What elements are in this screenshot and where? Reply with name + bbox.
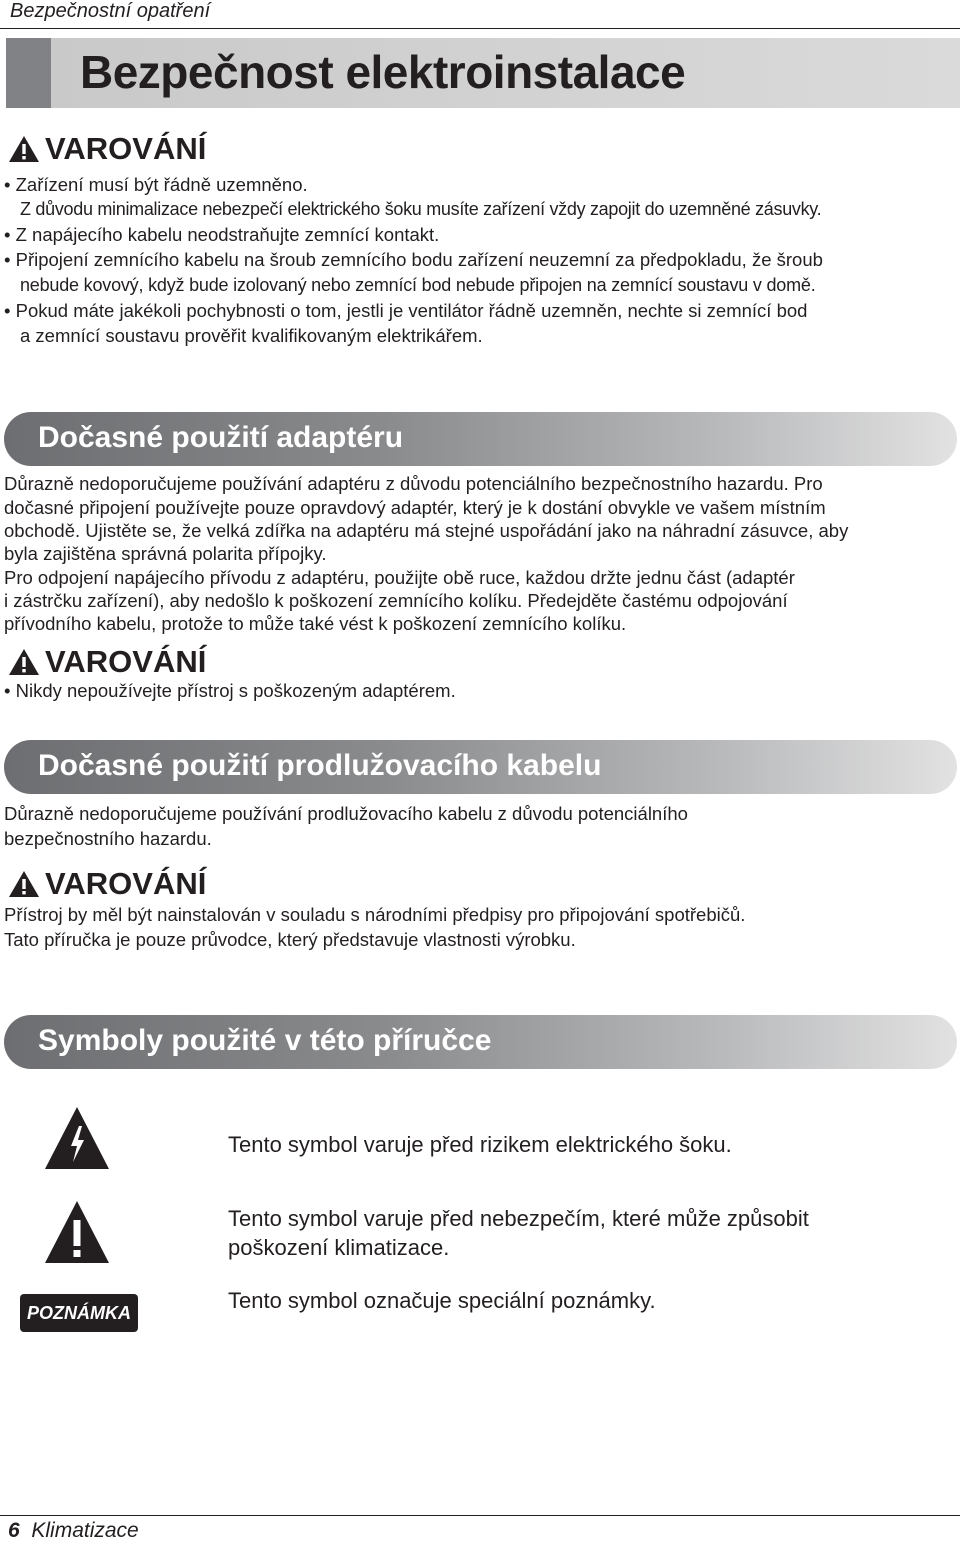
body-line: obchodě. Ujistěte se, že velká zdířka na adaptéru má stejné uspořádání jako na náhradní zásuvce, aby bbox=[4, 520, 849, 541]
symbol-description: Tento symbol varuje před nebezpečím, které může způsobit bbox=[228, 1206, 809, 1231]
electric-shock-warning-icon bbox=[44, 1106, 110, 1170]
body-line: přívodního kabelu, protože to může také vést k poškození zemnícího kolíku. bbox=[4, 613, 627, 634]
warning-heading bbox=[8, 644, 206, 680]
warning-label: VAROVÁNÍ bbox=[45, 866, 207, 901]
warning-line: • Zařízení musí být řádně uzemněno. bbox=[4, 174, 308, 195]
warning-triangle-icon bbox=[8, 648, 40, 676]
body-line: Důrazně nedoporučujeme používání prodlužovacího kabelu z důvodu potenciálního bbox=[4, 803, 688, 824]
section-heading-bar bbox=[4, 1015, 957, 1069]
body-line: dočasné připojení používejte pouze opravdový adaptér, který je k dostání obvykle ve vašem místním bbox=[4, 497, 826, 518]
warning-triangle-icon bbox=[8, 135, 40, 163]
warning-label: VAROVÁNÍ bbox=[45, 131, 207, 166]
note-badge: POZNÁMKA bbox=[20, 1294, 138, 1332]
title-bar bbox=[6, 38, 960, 108]
footer-rule bbox=[0, 1515, 960, 1516]
warning-line: nebude kovový, když bude izolovaný nebo zemnící bod nebude připojen na zemnící soustavu v domě. bbox=[20, 275, 816, 295]
warning-line: a zemnící soustavu prověřit kvalifikovaným elektrikářem. bbox=[20, 325, 483, 346]
warning-line: Přístroj by měl být nainstalován v souladu s národními předpisy pro připojování spotřebičů. bbox=[4, 904, 746, 925]
warning-line: • Pokud máte jakékoli pochybnosti o tom, jestli je ventilátor řádně uzemněn, nechte si zemnící bod bbox=[4, 300, 808, 321]
section-heading-bar bbox=[4, 412, 957, 466]
warning-line: Tato příručka je pouze průvodce, který představuje vlastnosti výrobku. bbox=[4, 929, 576, 950]
exclamation-warning-icon bbox=[44, 1200, 110, 1264]
section-heading-bar bbox=[4, 740, 957, 794]
body-line: i zástrčku zařízení), aby nedošlo k poškození zemnícího kolíku. Předejděte častému odpojování bbox=[4, 590, 788, 611]
section-heading: Dočasné použití adaptéru bbox=[38, 421, 404, 454]
running-header: Bezpečnostní opatření bbox=[10, 0, 211, 22]
warning-heading bbox=[8, 131, 206, 167]
warning-triangle-icon bbox=[8, 870, 40, 898]
section-heading: Symboly použité v této příručce bbox=[38, 1024, 492, 1057]
page-footer bbox=[8, 1519, 139, 1543]
warning-heading bbox=[8, 866, 206, 902]
warning-label: VAROVÁNÍ bbox=[45, 644, 207, 679]
footer-title: Klimatizace bbox=[31, 1519, 139, 1542]
warning-line: • Připojení zemnícího kabelu na šroub zemnícího bodu zařízení neuzemní za předpokladu, že šroub bbox=[4, 249, 823, 270]
page-title: Bezpečnost elektroinstalace bbox=[80, 46, 686, 98]
title-bar-accent bbox=[6, 38, 51, 108]
symbol-description: poškození klimatizace. bbox=[228, 1235, 450, 1260]
symbol-description: Tento symbol označuje speciální poznámky. bbox=[228, 1288, 656, 1313]
body-line: Důrazně nedoporučujeme používání adaptéru z důvodu potenciálního bezpečnostního hazardu. Pro bbox=[4, 473, 823, 494]
warning-line: • Nikdy nepoužívejte přístroj s poškozeným adaptérem. bbox=[4, 680, 456, 701]
body-line: byla zajištěna správná polarita přípojky. bbox=[4, 543, 327, 564]
header-rule bbox=[0, 28, 960, 29]
body-line: bezpečnostního hazardu. bbox=[4, 828, 212, 849]
warning-line: • Z napájecího kabelu neodstraňujte zemnící kontakt. bbox=[4, 224, 440, 245]
page-number: 6 bbox=[8, 1519, 20, 1542]
section-heading: Dočasné použití prodlužovacího kabelu bbox=[38, 749, 602, 782]
body-line: Pro odpojení napájecího přívodu z adaptéru, použijte obě ruce, každou držte jednu část (adaptér bbox=[4, 567, 795, 588]
warning-line: Z důvodu minimalizace nebezpečí elektrického šoku musíte zařízení vždy zapojit do uzemněné zásuvky. bbox=[20, 199, 822, 219]
symbol-description: Tento symbol varuje před rizikem elektrického šoku. bbox=[228, 1132, 732, 1157]
